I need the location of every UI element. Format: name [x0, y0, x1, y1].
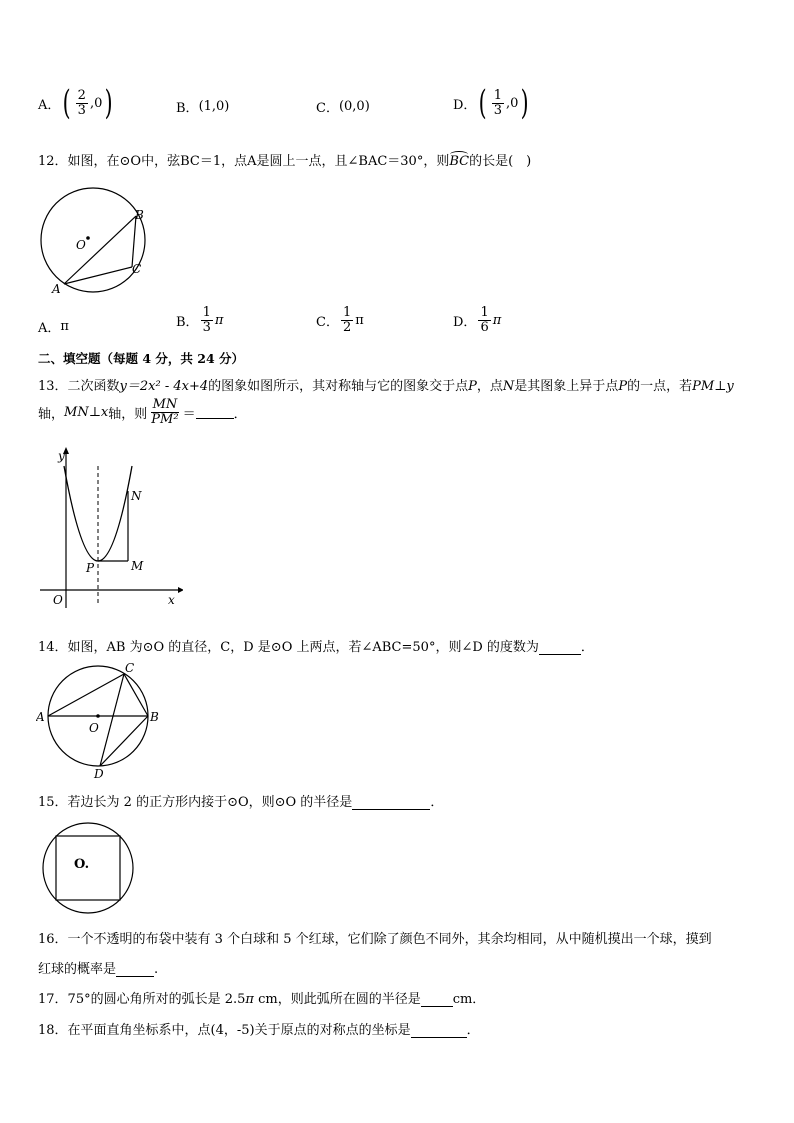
- answer-blank: [116, 964, 154, 977]
- q11-option-d: [453, 83, 532, 123]
- q13-text-b: 的图象如图所示，其对称轴与它的图象交于点: [208, 379, 469, 394]
- point-p: P: [618, 379, 628, 394]
- label-o: O: [76, 238, 86, 252]
- q15-text-a: 15．若边长为 2 的正方形内接于⊙O，则⊙O 的半径是: [38, 795, 353, 810]
- label-c: C: [132, 262, 142, 276]
- q18-text-a: 18．在平面直角坐标系中，点(4，-5)关于原点的对称点的坐标是: [38, 1023, 411, 1038]
- q18-stem: [38, 1019, 480, 1038]
- paren-left: (: [63, 83, 72, 123]
- option-label: B．: [176, 314, 199, 330]
- point-n: N: [502, 379, 515, 394]
- q17-text-a: 17．75°的圆心角所对的弧长是 2.5: [38, 992, 246, 1007]
- label-y: y: [58, 449, 65, 463]
- equals-sign: ＝: [182, 406, 196, 422]
- answer-blank: [539, 642, 581, 655]
- option-text: π: [60, 319, 69, 334]
- option-label: A．: [38, 97, 61, 113]
- pi-symbol: π: [245, 992, 254, 1007]
- label-a: A: [36, 710, 45, 724]
- option-label: A．: [38, 321, 61, 336]
- q12-option-c: [316, 306, 364, 334]
- q14-figure: [36, 660, 162, 782]
- q18-end: ．: [466, 1023, 480, 1038]
- option-label: B．: [176, 101, 199, 116]
- q16-end: .: [154, 962, 159, 977]
- denominator: 6: [480, 319, 489, 335]
- label-o: O.: [74, 857, 90, 872]
- label-x: x: [168, 593, 175, 607]
- q12-text-a: 12．如图，在⊙O中，弦BC＝1，点A是圆上一点，且∠BAC＝30°，则: [38, 154, 450, 169]
- option-label: D．: [453, 97, 477, 113]
- q13-stem-line2: [38, 398, 247, 426]
- q16-text: 红球的概率是: [38, 962, 117, 977]
- option-label: C．: [316, 314, 339, 330]
- numerator: 1: [342, 305, 352, 320]
- numerator: 1: [480, 305, 489, 320]
- label-n: N: [131, 489, 142, 503]
- option-tail: π: [214, 312, 224, 328]
- arc-bc: [449, 154, 469, 169]
- q14-end: ．: [580, 640, 594, 655]
- answer-blank: [352, 797, 430, 810]
- q13-pm-perp: PM⊥y: [692, 379, 734, 394]
- q12-option-d: [453, 306, 501, 334]
- fraction: [478, 306, 490, 334]
- arc-label: BC: [449, 154, 470, 169]
- q17-text-b: cm，则此弧所在圆的半径是: [253, 992, 421, 1007]
- q17-unit: cm．: [452, 992, 486, 1007]
- fraction: [76, 89, 88, 117]
- q12-option-b: [176, 306, 223, 334]
- answer-blank: [421, 994, 453, 1007]
- q14-text-a: 14．如图，AB 为⊙O 的直径，C，D 是⊙O 上两点，若∠ABC=50°，则∠D 的度数为: [38, 640, 539, 655]
- q13-mn-perp: MN⊥x: [64, 404, 109, 420]
- fraction: [341, 306, 353, 334]
- paren-right: ): [521, 83, 530, 123]
- point-p: P: [468, 379, 477, 394]
- q13-text-a: 13．二次函数: [38, 379, 120, 394]
- answer-blank: [411, 1025, 467, 1038]
- q12-option-a: [38, 317, 69, 336]
- paren-left: (: [479, 83, 488, 123]
- q13-end: ．: [233, 406, 247, 422]
- q15-figure: [40, 820, 136, 916]
- q12-text-b: 的长是( ): [469, 154, 532, 169]
- chord-cd: [100, 674, 124, 766]
- numerator: MN: [152, 397, 178, 412]
- q15-end: ．: [430, 795, 444, 810]
- fraction-mn-pm: [149, 398, 180, 426]
- q13-text-c: ，点: [476, 379, 503, 394]
- q12-stem: [38, 150, 531, 169]
- q15-stem: [38, 791, 443, 810]
- label-b: B: [135, 208, 144, 222]
- denominator: 3: [77, 102, 86, 118]
- chord-ac: [64, 267, 132, 284]
- label-m: M: [131, 559, 144, 573]
- denominator: PM²: [151, 411, 179, 427]
- label-o: O: [89, 721, 99, 735]
- option-tail: ,0: [89, 95, 103, 111]
- q11-option-b: [176, 97, 229, 116]
- numerator: 1: [493, 87, 502, 103]
- fraction: [492, 89, 504, 117]
- q13-line2-a: 轴，: [38, 406, 65, 422]
- numerator: 2: [77, 87, 86, 103]
- q11-option-a: [38, 83, 116, 123]
- label-c: C: [125, 661, 135, 675]
- q16-line2: [38, 958, 158, 977]
- fraction: [201, 306, 213, 334]
- section-title: 二、填空题（每题 4 分，共 24 分）: [38, 351, 245, 366]
- label-a: A: [52, 282, 61, 296]
- option-tail: π: [355, 312, 364, 328]
- q13-stem-line1: [38, 375, 734, 394]
- answer-blank: [196, 406, 234, 419]
- q14-stem: [38, 636, 594, 655]
- numerator: 1: [202, 305, 211, 320]
- chord-ac: [48, 674, 124, 716]
- option-text: (0,0): [338, 99, 370, 114]
- q16-line1: 16．一个不透明的布袋中装有 3 个白球和 5 个红球，它们除了颜色不同外，其余均相同，从中随机摸出一个球，摸到: [38, 932, 712, 947]
- denominator: 3: [493, 102, 502, 118]
- q13-text-d: 是其图象上异于点: [514, 379, 619, 394]
- chord-bc: [132, 216, 136, 267]
- label-o: O: [53, 593, 63, 607]
- q13-figure: [38, 446, 183, 610]
- q13-text-e: 的一点，若: [627, 379, 693, 394]
- q11-option-c: [316, 97, 370, 116]
- q12-figure: [36, 185, 152, 297]
- center-dot: [86, 236, 90, 240]
- label-d: D: [94, 767, 104, 781]
- chord-ab: [64, 216, 136, 284]
- center-dot: [96, 714, 100, 718]
- label-b: B: [150, 710, 159, 724]
- q13-function: y＝2x² - 4x+4: [119, 379, 209, 394]
- x-arrow: [178, 587, 183, 593]
- paren-right: ): [104, 83, 113, 123]
- denominator: 3: [202, 319, 211, 335]
- label-p: P: [86, 561, 95, 575]
- chord-cb: [124, 674, 148, 716]
- q17-stem: [38, 988, 485, 1007]
- option-label: D．: [453, 314, 477, 330]
- option-label: C．: [316, 101, 339, 116]
- option-tail: π: [492, 312, 502, 328]
- denominator: 2: [342, 319, 352, 335]
- arc-mark: [450, 151, 468, 158]
- option-tail: ,0: [505, 95, 519, 111]
- q13-line2-b: 轴，则: [108, 406, 148, 422]
- option-text: (1,0): [198, 99, 230, 114]
